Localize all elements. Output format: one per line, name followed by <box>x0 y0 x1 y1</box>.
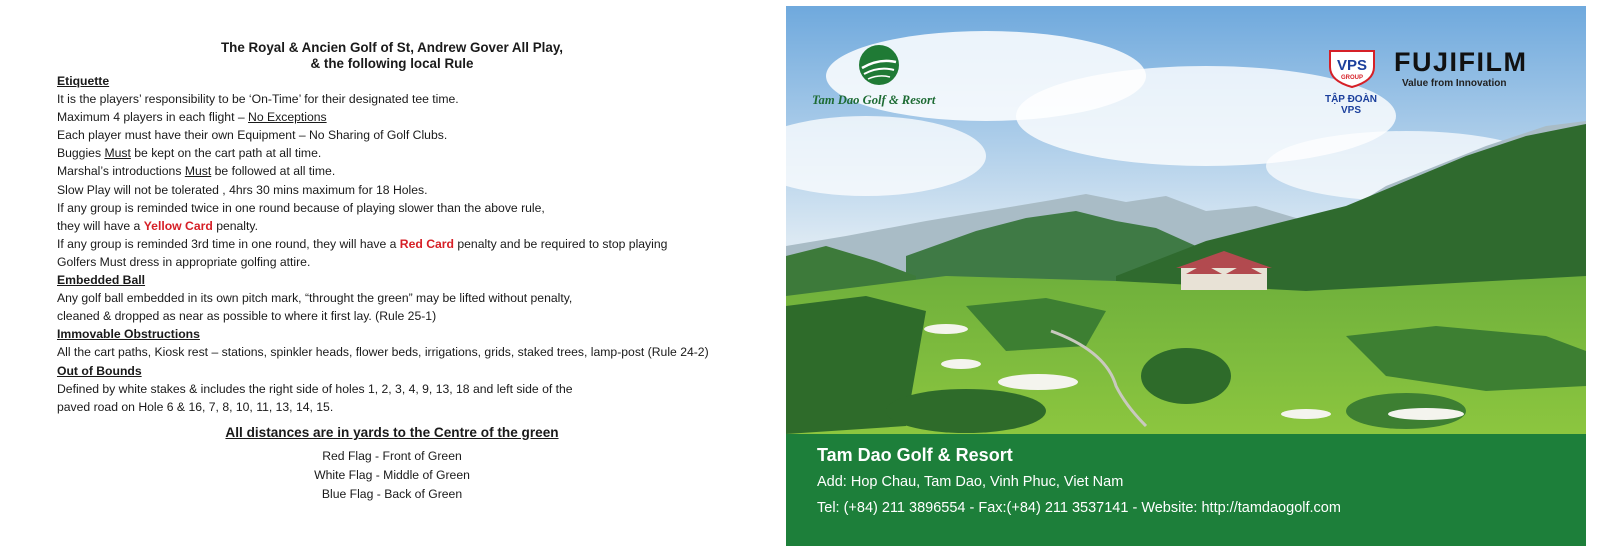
tam-dao-globe-icon <box>858 44 900 86</box>
rule-line: Golfers Must dress in appropriate golfing attire. <box>57 254 311 269</box>
local-rules-panel <box>57 40 757 505</box>
vps-group-logo <box>1316 42 1386 114</box>
fujifilm-tagline: Value from Innovation <box>1402 78 1507 89</box>
rules-title: The Royal & Ancien Golf of St, Andrew Gover All Play, & the following local Rule <box>220 40 563 71</box>
red-card-label: Red Card <box>399 236 454 251</box>
rule-line: Each player must have their own Equipment – No Sharing of Golf Clubs. <box>57 128 448 143</box>
vps-caption: TẬP ĐOÀN VPS <box>1324 94 1378 116</box>
fujifilm-logo <box>1394 48 1544 89</box>
rule-line: Any golf ball embedded in its own pitch mark, “throught the green” may be lifted without penalty, <box>57 291 573 306</box>
out-of-bounds-heading: Out of Bounds <box>57 363 142 378</box>
rule-line: Defined by white stakes & includes the right side of holes 1, 2, 3, 4, 9, 13, 18 and left side of the <box>57 381 573 396</box>
rule-line: cleaned & dropped as near as possible to where it first lay. (Rule 25-1) <box>57 309 437 324</box>
resort-info-band <box>786 434 1586 546</box>
rule-line: they will have a Yellow Card penalty. <box>57 218 258 233</box>
yellow-card-label: Yellow Card <box>143 218 213 233</box>
resort-address: Add: Hop Chau, Tam Dao, Vinh Phuc, Viet Nam <box>817 474 1124 490</box>
scorecard-cover: Tam Dao Golf & Resort VPS GROUP TẬP ĐOÀN VPS FUJIFILM Value from Innovation Tam Dao Golf & Resort Add: Hop Chau, Tam Dao, Vinh Phuc, Viet Nam Tel: (+84) 211 3896554 - Fax:(+84) 211 3537141 - Website: http://tamdaogolf.com <box>786 6 1586 546</box>
rule-line: If any group is reminded twice in one round because of playing slower than the above rule, <box>57 200 545 215</box>
rule-line: Maximum 4 players in each flight – No Exceptions <box>57 110 327 125</box>
flag-item-white: White Flag - Middle of Green <box>314 468 470 483</box>
distances-note: All distances are in yards to the Centre of the green <box>225 424 559 440</box>
resort-name: Tam Dao Golf & Resort <box>817 445 1013 465</box>
rule-line: Buggies Must be kept on the cart path at all time. <box>57 146 322 161</box>
fujifilm-brand: FUJIFILM <box>1394 47 1528 77</box>
rule-line: paved road on Hole 6 & 16, 7, 8, 10, 11, 13, 14, 15. <box>57 399 334 414</box>
resort-contact: Tel: (+84) 211 3896554 - Fax:(+84) 211 3537141 - Website: http://tamdaogolf.com <box>817 500 1341 516</box>
etiquette-heading: Etiquette <box>57 74 110 88</box>
embedded-ball-heading: Embedded Ball <box>57 273 146 288</box>
rule-line: It is the players’ responsibility to be ‘On-Time’ for their designated tee time. <box>57 92 459 107</box>
vps-group-label: GROUP <box>1340 75 1364 81</box>
flag-item-blue: Blue Flag - Back of Green <box>321 487 463 502</box>
rule-line: If any group is reminded 3rd time in one round, they will have a Red Card penalty and be required to stop playing <box>57 236 668 251</box>
rule-line: All the cart paths, Kiosk rest – stations, spinkler heads, flower beds, irrigations, grids, staked trees, lamp-post (Rule 24-2) <box>57 345 709 360</box>
vps-shield-icon <box>1324 47 1380 89</box>
immovable-obstructions-heading: Immovable Obstructions <box>57 327 200 342</box>
vps-mark: VPS <box>1336 57 1368 74</box>
rule-line: Marshal’s introductions Must be followed at all time. <box>57 164 336 179</box>
rule-line: Slow Play will not be tolerated , 4hrs 30 mins maximum for 18 Holes. <box>57 182 428 197</box>
flag-item-red: Red Flag - Front of Green <box>322 448 462 463</box>
flag-legend <box>12 447 772 505</box>
